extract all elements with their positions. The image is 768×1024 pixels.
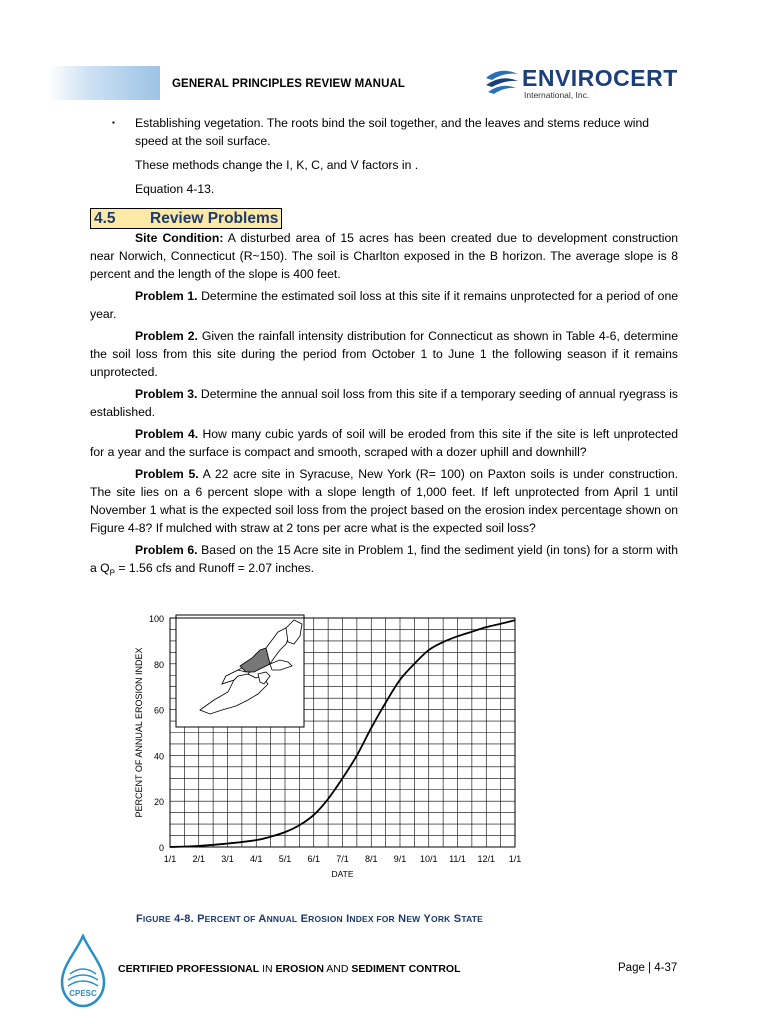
page-content xyxy=(90,114,678,586)
y-tick-label: 100 xyxy=(148,614,164,624)
y-tick-label: 40 xyxy=(153,751,164,762)
site-condition-paragraph xyxy=(90,229,678,283)
problem-label: Problem 3. xyxy=(135,387,198,401)
note-line: Equation 4-13. xyxy=(135,182,215,196)
x-tick-label: 2/1 xyxy=(192,854,206,864)
bullet-square-icon: ▪ xyxy=(112,118,115,127)
problem-label: Problem 2. xyxy=(135,329,198,343)
chart-svg xyxy=(130,610,530,885)
problem-text: Given the rainfall intensity distribution for Connecticut as shown in Table 4-6, determine the soil loss from this site during the period from October 1 to June 1 the following season if it remains unprotected. xyxy=(90,329,678,379)
cpesc-logo-text: CPESC xyxy=(69,989,97,998)
water-drop-icon xyxy=(56,934,110,1008)
section-heading xyxy=(90,208,282,229)
figure-caption: FIGURE 4-8. PERCENT OF ANNUAL EROSION INDEX FOR NEW YORK STATE xyxy=(136,913,484,925)
section-number: 4.5 xyxy=(94,210,116,227)
x-tick-label: 8/1 xyxy=(364,854,378,864)
logo-subtitle: International, Inc. xyxy=(524,90,590,100)
footer-program-name: CERTIFIED PROFESSIONAL IN EROSION AND SEDIMENT CONTROL xyxy=(118,963,461,975)
y-tick-label: 60 xyxy=(153,705,164,716)
problem-paragraph xyxy=(90,541,678,582)
header-title: GENERAL PRINCIPLES REVIEW MANUAL xyxy=(172,78,406,90)
problem-text: Determine the estimated soil loss at this site if it remains unprotected for a period of one year. xyxy=(90,289,679,321)
problem-text: Based on the 15 Acre site in Problem 1, find the sediment yield (in tons) for a storm with a Q xyxy=(90,543,678,575)
x-tick-label: 12/1 xyxy=(477,854,496,864)
site-condition-label: Site Condition: xyxy=(135,231,224,245)
erosion-index-chart xyxy=(130,610,530,885)
y-tick-label: 20 xyxy=(153,797,164,808)
logo-name: ENVIROCERT xyxy=(522,65,678,91)
x-axis-label: DATE xyxy=(331,869,354,879)
problem-paragraph xyxy=(90,385,678,421)
x-tick-label: 10/1 xyxy=(419,854,438,864)
x-tick-label: 7/1 xyxy=(336,854,349,864)
bullet-text: Establishing vegetation. The roots bind the soil together, and the leaves and stems reduce wind speed at the soil surface. xyxy=(135,116,650,148)
envirocert-swoosh-icon xyxy=(484,68,520,98)
problem-text: A 22 acre site in Syracuse, New York (R= 100) on Paxton soils is under construction. The site lies on a 6 percent slope with a slope length of 1,000 feet. If left unprotected from April 1 until November 1 what is the expected soil loss from the project based on the erosion index percentage shown on Figure 4-8? If mulched with straw at 2 tons per acre what is the expected soil loss? xyxy=(90,467,678,535)
problem-label: Problem 6. xyxy=(135,543,198,557)
x-tick-label: 6/1 xyxy=(307,854,321,864)
problem-label: Problem 1. xyxy=(135,289,198,303)
x-tick-label: 9/1 xyxy=(393,854,407,864)
problem-paragraph xyxy=(90,327,678,381)
x-tick-label: 4/1 xyxy=(249,854,263,864)
y-tick-label: 80 xyxy=(153,659,164,670)
x-tick-label: 1/1 xyxy=(163,854,177,864)
problem-text: = 1.56 cfs and Runoff = 2.07 inches. xyxy=(115,561,314,575)
page-number: Page | 4-37 xyxy=(618,962,678,974)
x-tick-label: 5/1 xyxy=(278,854,292,864)
section-title: Review Problems xyxy=(150,210,279,227)
problem-text: Determine the annual soil loss from this site if a temporary seeding of annual ryegrass is established. xyxy=(90,387,678,419)
q-subscript: P xyxy=(109,568,115,578)
northeast-map-inset xyxy=(176,615,304,727)
problem-text: How many cubic yards of soil will be eroded from this site if the site is left unprotected for a year and the surface is compact and smooth, scraped with a dozer uphill and downhill? xyxy=(90,427,679,459)
cpesc-logo xyxy=(56,934,110,1008)
header-gradient-bar xyxy=(48,66,160,100)
bullet-item xyxy=(90,114,678,150)
x-tick-label: 1/1 xyxy=(508,854,522,864)
envirocert-logo xyxy=(484,64,724,104)
x-tick-label: 3/1 xyxy=(221,854,234,864)
site-condition-text: A disturbed area of 15 acres has been created due to development construction near Norwich, Connecticut (R~150). The soil is Charlton exposed in the B horizon. The average slope is 8 percent and the length of the slope is 400 feet. xyxy=(90,231,678,281)
note-line: These methods change the I, K, C, and V factors in . xyxy=(135,158,419,172)
x-tick-label: 11/1 xyxy=(449,854,466,864)
problem-paragraph xyxy=(90,465,678,537)
problem-label: Problem 4. xyxy=(135,427,199,441)
problem-paragraph xyxy=(90,425,678,461)
problem-paragraph xyxy=(90,287,678,323)
problem-label: Problem 5. xyxy=(135,467,199,481)
y-tick-label: 0 xyxy=(158,843,164,853)
y-axis-label: PERCENT OF ANNUAL EROSION INDEX xyxy=(134,647,144,818)
